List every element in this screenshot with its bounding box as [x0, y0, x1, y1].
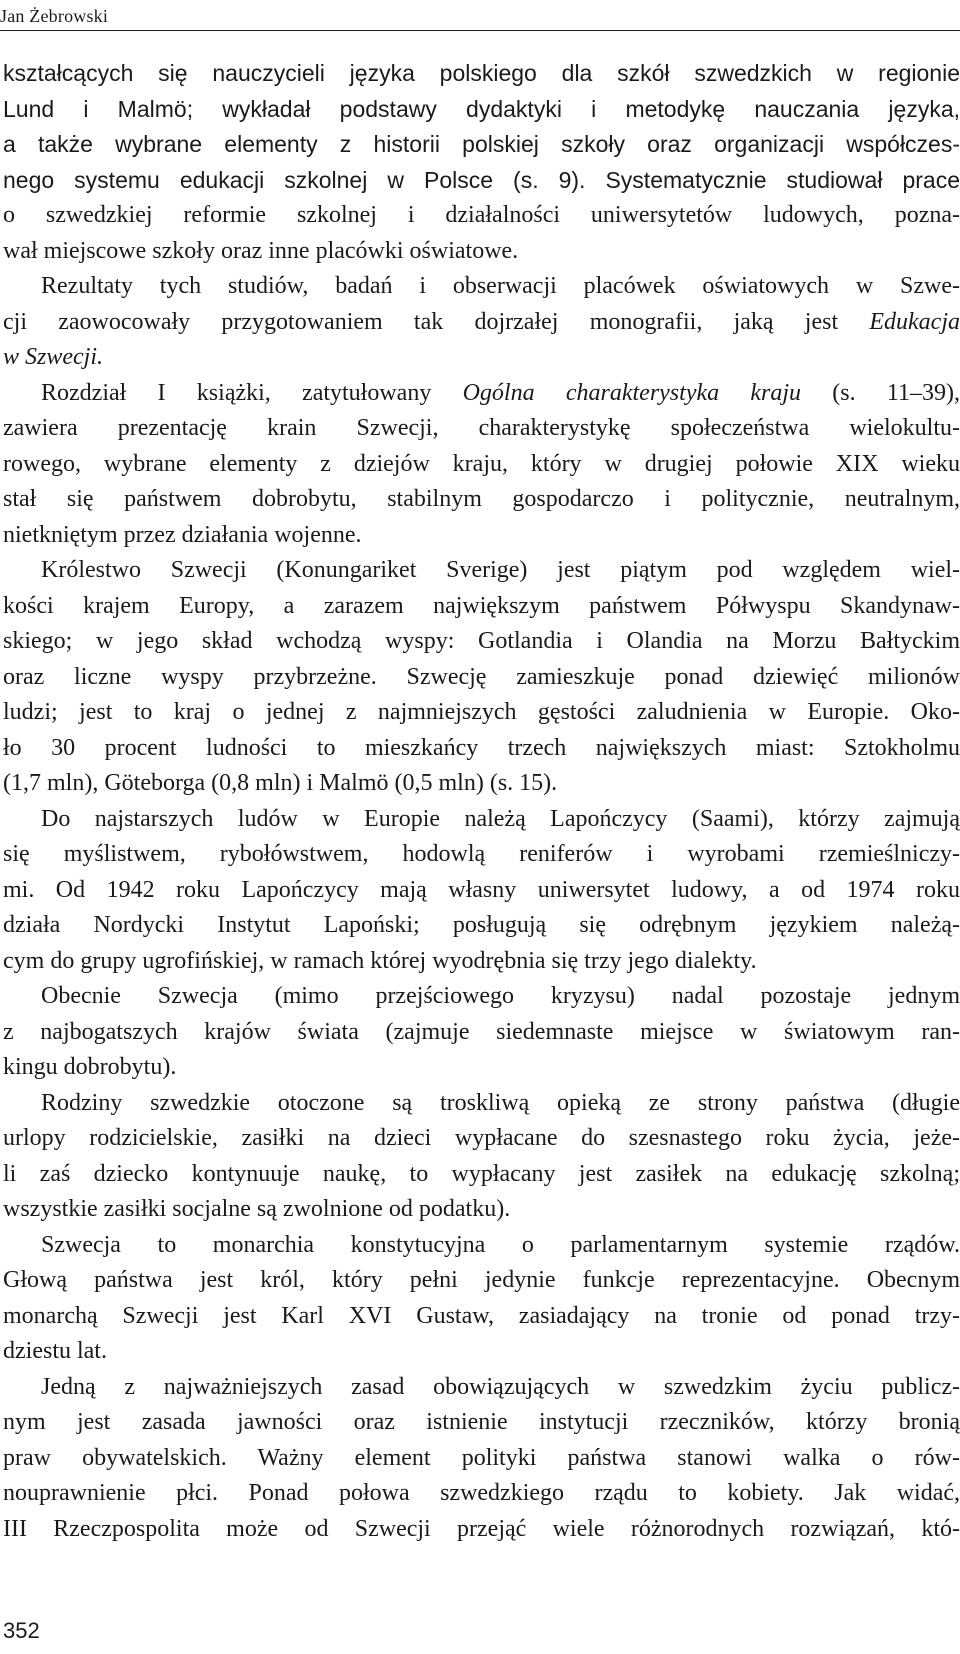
text-line: stał się państwem dobrobytu, stabilnym gospodarczo i politycznie, neutralnym,: [3, 486, 960, 512]
text-run: (s. 11–39),: [801, 379, 960, 406]
book-title-italic: Edukacja: [869, 308, 960, 335]
text-line: działa Nordycki Instytut Lapoński; posługują się odrębnym językiem należą-: [3, 912, 960, 938]
text-line: wał miejscowe szkoły oraz inne placówki oświatowe.: [3, 237, 519, 264]
paragraph-first-line: Szwecja to monarchia konstytucyjna o parlamentarnym systemie rządów.: [41, 1231, 960, 1258]
text-run: cji zaowocowały przygotowaniem tak dojrzałej monografii, jaką jest: [3, 308, 870, 335]
text-line: dziestu lat.: [3, 1338, 107, 1364]
paragraph-first-line: Rodziny szwedzkie otoczone są troskliwą opieką ze strony państwa (długie: [41, 1089, 960, 1116]
text-line: kingu dobrobytu).: [3, 1054, 177, 1080]
text-line: nym jest zasada jawności oraz istnienie instytucji rzeczników, którzy bronią: [3, 1409, 960, 1435]
text-line: się myślistwem, rybołówstwem, hodowlą reniferów i wyrobami rzemieślniczy-: [3, 841, 960, 867]
paragraph-first-line: Do najstarszych ludów w Europie należą Lapończycy (Saami), którzy zajmują: [41, 805, 960, 832]
running-head-author: Jan Żebrowski: [0, 6, 109, 26]
chapter-title-italic: Ogólna charakterystyka kraju: [462, 379, 802, 406]
text-line: nietkniętym przez działania wojenne.: [3, 521, 362, 548]
text-line: ludzi; jest to kraj o jednej z najmniejszych gęstości zaludnienia w Europie. Oko-: [3, 699, 960, 725]
paragraph-first-line: Królestwo Szwecji (Konungariket Sverige) jest piątym pod względem wiel-: [41, 557, 960, 583]
text-line: III Rzeczpospolita może od Szwecji przejąć wiele różnorodnych rozwiązań, któ-: [3, 1515, 960, 1542]
text-line: a także wybrane elementy z historii polskiej szkoły oraz organizacji współczes-: [3, 131, 960, 157]
paragraph-first-line: [3, 376, 960, 412]
text-line: nego systemu edukacji szkolnej w Polsce (s. 9). Systematycznie studiował prace: [3, 166, 960, 193]
text-line: wszystkie zasiłki socjalne są zwolnione od podatku).: [3, 1196, 511, 1222]
text-line: mi. Od 1942 roku Lapończycy mają własny uniwersytet ludowy, a od 1974 roku: [3, 876, 960, 903]
text-line: z najbogatszych krajów świata (zajmuje siedemnaste miejsce w światowym ran-: [3, 1018, 960, 1045]
text-line: urlopy rodzicielskie, zasiłki na dzieci wypłacane do szesnastego roku życia, jeże-: [3, 1125, 960, 1151]
text-line: oraz liczne wyspy przybrzeżne. Szwecję zamieszkuje ponad dziewięć milionów: [3, 663, 960, 690]
text-line: cym do grupy ugrofińskiej, w ramach której wyodrębnia się trzy jego dialekty.: [3, 947, 757, 974]
text-line: monarchą Szwecji jest Karl XVI Gustaw, zasiadający na tronie od ponad trzy-: [3, 1302, 960, 1329]
text-line: rowego, wybrane elementy z dziejów kraju, który w drugiej połowie XIX wieku: [3, 450, 960, 477]
text-line: o szwedzkiej reformie szkolnej i działalności uniwersytetów ludowych, pozna-: [3, 202, 960, 228]
paragraph-first-line: Jedną z najważniejszych zasad obowiązujących w szwedzkim życiu publicz-: [41, 1373, 960, 1400]
book-title-italic-line: w Szwecji.: [3, 344, 103, 370]
text-run: Rozdział I książki, zatytułowany: [41, 379, 463, 406]
body-text: [3, 56, 960, 1547]
text-line: nouprawnienie płci. Ponad połowa szwedzkiego rządu to kobiety. Jak widać,: [3, 1480, 960, 1506]
text-line: (1,7 mln), Göteborga (0,8 mln) i Malmö (0,5 mln) (s. 15).: [3, 770, 558, 796]
text-line: Lund i Malmö; wykładał podstawy dydaktyki i metodykę nauczania języka,: [3, 95, 960, 122]
paragraph-first-line: Obecnie Szwecja (mimo przejściowego kryzysu) nadal pozostaje jednym: [41, 983, 960, 1009]
text-line: Głową państwa jest król, który pełni jedynie funkcje reprezentacyjne. Obecnym: [3, 1267, 960, 1293]
paragraph-first-line: Rezultaty tych studiów, badań i obserwacji placówek oświatowych w Szwe-: [41, 273, 960, 299]
text-line: li zaś dziecko kontynuuje naukę, to wypłacany jest zasiłek na edukację szkolną;: [3, 1160, 960, 1187]
text-line: [3, 305, 960, 341]
text-line: zawiera prezentację krain Szwecji, charakterystykę społeczeństwa wielokultu-: [3, 415, 960, 441]
header-rule: [0, 30, 960, 31]
text-line: praw obywatelskich. Ważny element polityki państwa stanowi walka o rów-: [3, 1444, 960, 1471]
text-line: skiego; w jego skład wchodzą wyspy: Gotlandia i Olandia na Morzu Bałtyckim: [3, 628, 960, 654]
text-line: kości krajem Europy, a zarazem największym państwem Półwyspu Skandynaw-: [3, 592, 960, 619]
text-line: kształcących się nauczycieli języka polskiego dla szkół szwedzkich w regionie: [3, 60, 960, 86]
text-line: ło 30 procent ludności to mieszkańcy trzech największych miast: Sztokholmu: [3, 734, 960, 761]
page-number: 352: [3, 1618, 40, 1643]
